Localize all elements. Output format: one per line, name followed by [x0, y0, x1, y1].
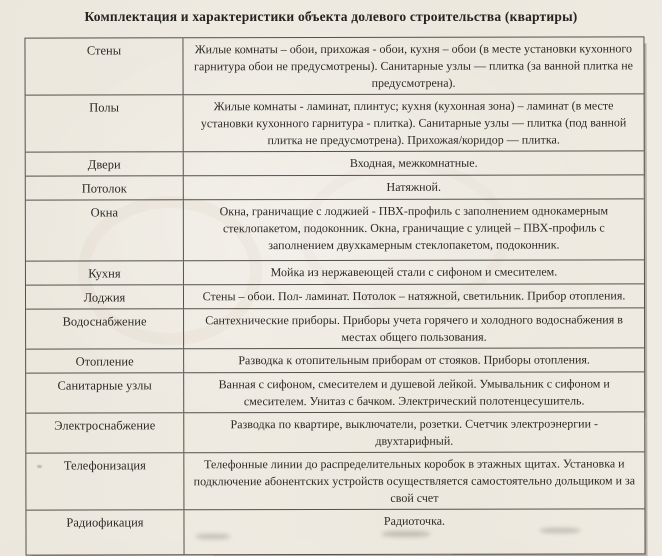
row-description-text: Натяжной. — [386, 179, 441, 194]
table-row — [26, 284, 644, 309]
table-row — [26, 308, 644, 349]
row-category-label: Кухня — [26, 261, 184, 284]
table-row — [26, 260, 644, 285]
row-description-text: Телефонные линии до распределительных коробок в этажных щитах. Установка и подключение абонентских устройств осуществляется самостоятельно дольщиком и за свой счет — [193, 456, 636, 505]
row-category-label: Отопление — [26, 349, 184, 372]
row-category-label: Санитарные узлы — [26, 373, 184, 412]
row-description-text: Радиоточка. — [383, 513, 446, 528]
table-row — [26, 348, 644, 373]
row-description-text: Разводка по квартире, выключатели, розетки. Счетчик электроэнергии - двухтарифный. — [230, 416, 599, 448]
row-category-label: Стены — [25, 38, 183, 94]
row-description-text: Входная, межкомнатные. — [349, 155, 478, 170]
row-category-label: Радиофикация — [26, 510, 184, 554]
specifications-table — [24, 36, 645, 555]
row-description-text: Ванная с сифоном, смесителем и душевой лейкой. Умывальник с сифоном и смесителем. Унитаз с бачком. Электрический полотенцесушитель. — [218, 376, 610, 409]
table-row — [26, 151, 644, 176]
row-description-text: Разводка к отопительным приборам от стояков. Приборы отопления. — [238, 352, 590, 368]
row-category-label: Телефонизация — [26, 453, 184, 509]
row-category-label: Двери — [26, 152, 184, 175]
table-row — [25, 37, 643, 95]
row-description-text: Мойка из нержавеющей стали с сифоном и смесителем. — [270, 264, 558, 280]
row-category-label: Полы — [26, 95, 184, 151]
table-row — [26, 94, 644, 152]
row-category-label: Электроснабжение — [26, 413, 184, 452]
row-description-text: Окна, граничащие с лоджией - ПВХ-профиль с заполнением однокамерным стеклопакетом, подоконник. Окна, граничащие с улицей – ПВХ-профиль с заполнением двухкамерным стеклопакетом, подоконник. — [219, 203, 609, 253]
table-row — [26, 452, 644, 510]
table-row — [26, 175, 644, 200]
table-row — [26, 509, 644, 554]
row-description-text: Жилые комнаты – обои, прихожая - обои, кухня – обои (в месте установки кухонного гарнитура обои не предусмотрены). Санитарные узлы — плитка (за ванной плитка не предусмотрена). — [194, 41, 634, 90]
row-category-label: Окна — [26, 200, 184, 260]
row-description-text: Жилые комнаты - ламинат, плинтус; кухня (кухонная зона) – ламинат (в месте установки кухонного гарнитура - плитка). Санитарные узлы — плитка (под ванной плитка не предусмотрена). Прихожая/коридор — плитка. — [200, 98, 627, 148]
row-category-label: Лоджия — [26, 285, 184, 308]
document-title: Комплектация и характеристики объекта долевого строительства (квартиры) — [84, 9, 578, 24]
row-category-label: Потолок — [26, 176, 184, 199]
row-description-text: Сантехнические приборы. Приборы учета горячего и холодного водоснабжения в местах общего пользования. — [205, 312, 623, 344]
table-row — [26, 412, 644, 453]
table-row — [26, 199, 644, 261]
row-category-label: Водоснабжение — [26, 309, 184, 348]
table-row — [26, 372, 644, 413]
row-description-text: Стены – обои. Пол- ламинат. Потолок – натяжной, светильник. Прибор отопления. — [202, 288, 626, 304]
